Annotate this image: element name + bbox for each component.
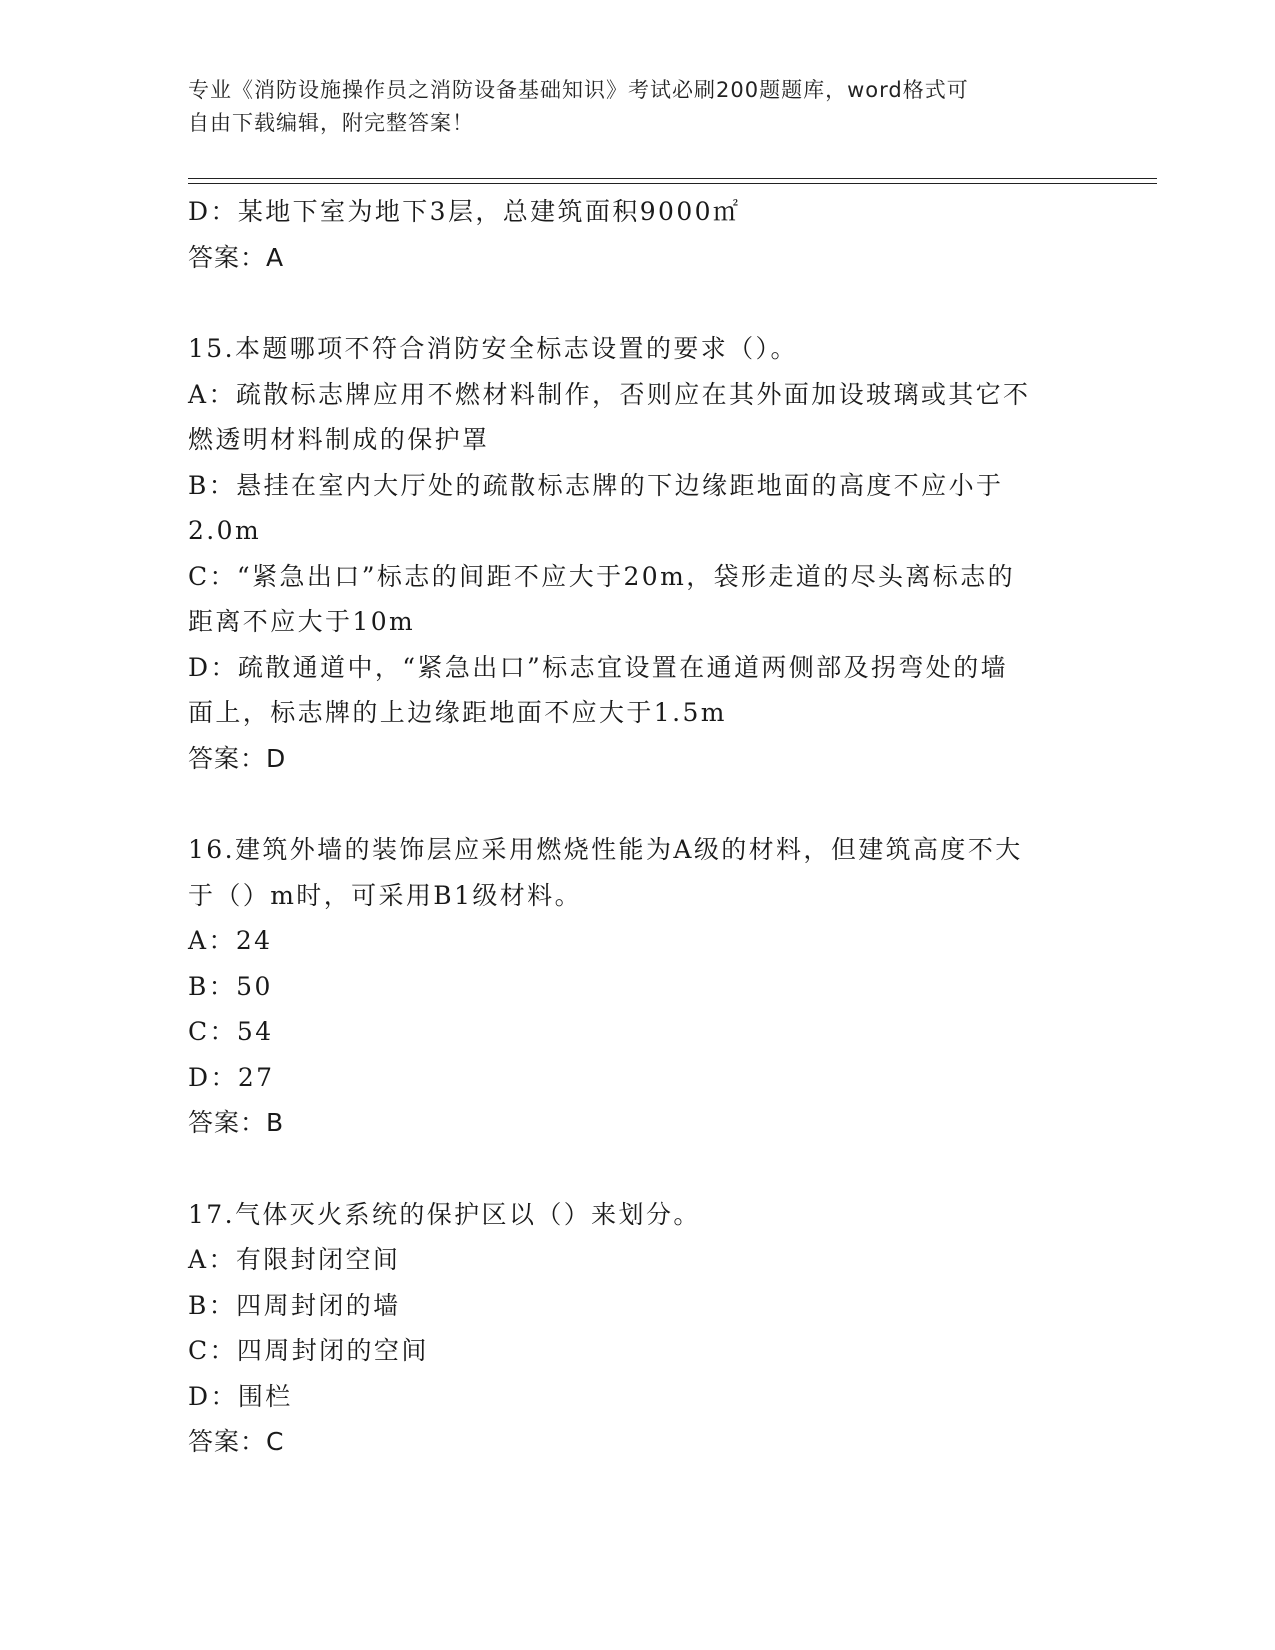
question-15 xyxy=(188,326,1078,781)
option-d-continued: 面上，标志牌的上边缘距地面不应大于1.5m xyxy=(188,698,727,727)
header-divider-bottom xyxy=(188,183,1157,184)
option-b: B：四周封闭的墙 xyxy=(188,1290,401,1320)
option-a-continued: 燃透明材料制成的保护罩 xyxy=(188,425,490,454)
option-b: B：悬挂在室内大厅处的疏散标志牌的下边缘距地面的高度不应小于 xyxy=(188,470,1004,500)
spacer xyxy=(188,1146,1078,1192)
option-c: C：四周封闭的空间 xyxy=(188,1336,429,1365)
option-d: D：某地下室为地下3层，总建筑面积9000㎡ xyxy=(188,197,741,226)
option-b-continued: 2.0m xyxy=(188,516,262,545)
answer-line: 答案：B xyxy=(188,1108,285,1137)
option-a: A：24 xyxy=(188,926,273,955)
answer-line: 答案：D xyxy=(188,743,287,773)
option-b: B：50 xyxy=(188,971,273,1001)
option-d: D：围栏 xyxy=(188,1381,293,1411)
question-16 xyxy=(188,827,1078,1146)
option-d: D：疏散通道中，“紧急出口”标志宜设置在通道两侧部及拐弯处的墙 xyxy=(188,652,1009,682)
option-c: C：“紧急出口”标志的间距不应大于20m，袋形走道的尽头离标志的 xyxy=(188,561,1016,591)
spacer xyxy=(188,280,1078,326)
option-c: C：54 xyxy=(188,1017,274,1046)
question-list xyxy=(188,189,1078,1465)
question-stem-continued: 于（）m时，可采用B1级材料。 xyxy=(188,880,582,910)
option-c-continued: 距离不应大于10m xyxy=(188,607,416,636)
header-line-2: 自由下载编辑，附完整答案！ xyxy=(188,111,474,135)
header-divider-top xyxy=(188,178,1157,179)
document-header xyxy=(188,74,1068,140)
answer-line: 答案：C xyxy=(188,1427,285,1456)
option-d: D：27 xyxy=(188,1062,275,1092)
option-a: A：有限封闭空间 xyxy=(188,1245,401,1274)
option-a: A：疏散标志牌应用不燃材料制作，否则应在其外面加设玻璃或其它不 xyxy=(188,379,1031,409)
question-stem: 16.建筑外墙的装饰层应采用燃烧性能为A级的材料，但建筑高度不大 xyxy=(188,835,1023,864)
question-17 xyxy=(188,1192,1078,1465)
previous-question-tail xyxy=(188,189,1078,280)
answer-line: 答案：A xyxy=(188,242,285,272)
question-stem: 15.本题哪项不符合消防安全标志设置的要求（）。 xyxy=(188,334,798,363)
question-stem: 17.气体灭火系统的保护区以（）来划分。 xyxy=(188,1199,701,1229)
spacer xyxy=(188,781,1078,827)
header-line-1: 专业《消防设施操作员之消防设备基础知识》考试必刷200题题库，word格式可 xyxy=(188,78,969,102)
